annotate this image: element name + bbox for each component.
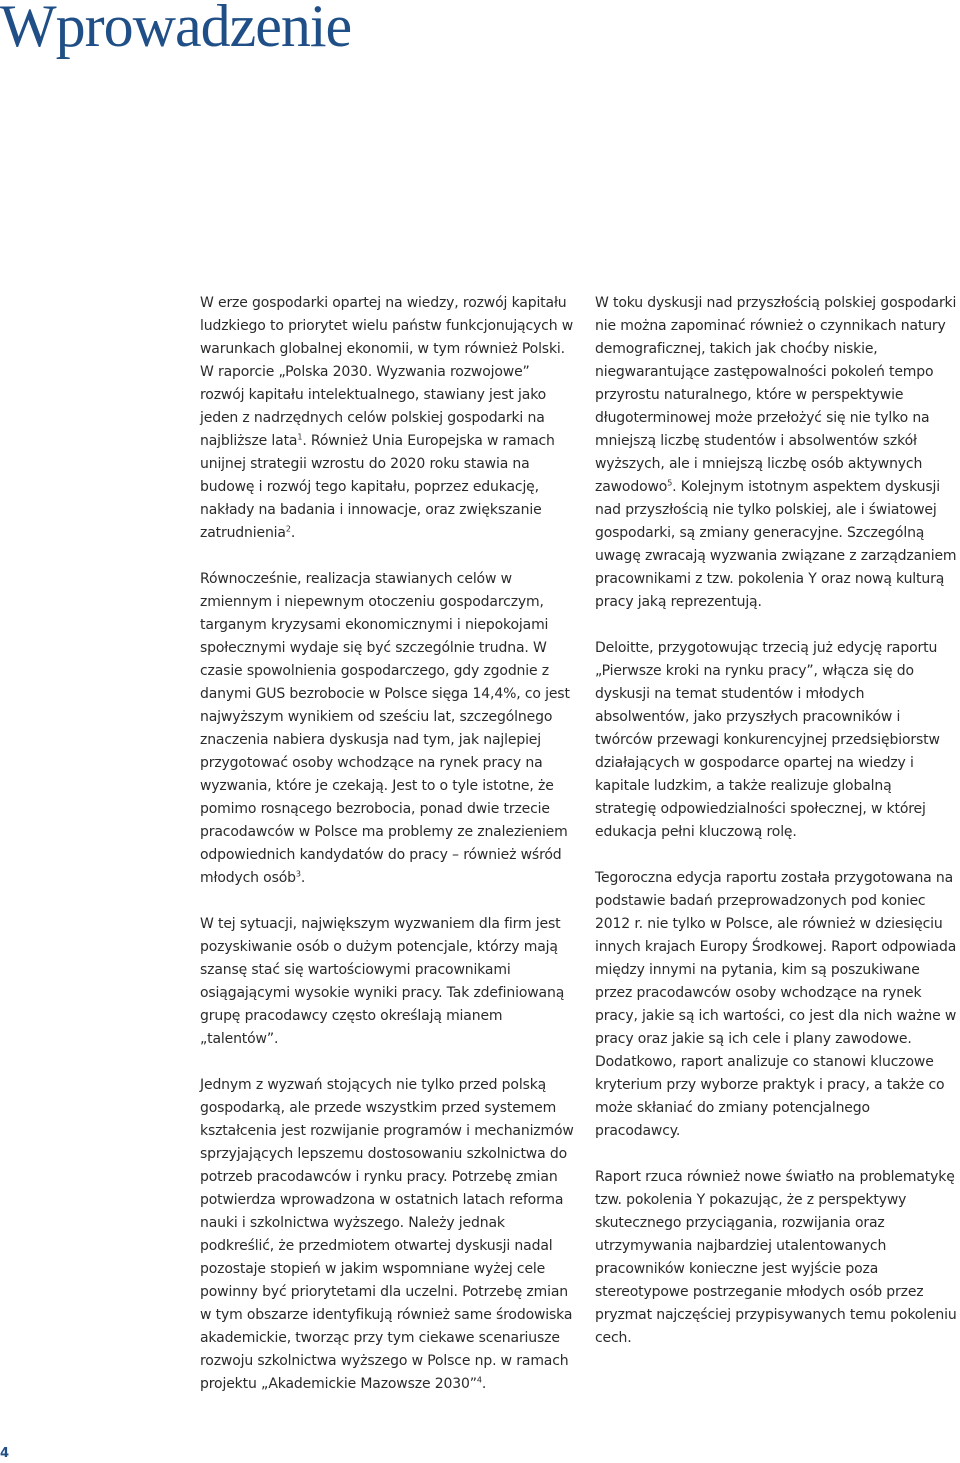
footnote-ref-5: 5 xyxy=(667,478,673,488)
intro-paragraph-8: Raport rzuca również nowe światło na problematykę tzw. pokolenia Y pokazując, że z perspektywy skutecznego przyciągania, rozwijania oraz utrzymywania najbardziej utalentowanych pracowników konieczne jest wyjście poza stereotypowe postrzeganie młodych osób przez pryzmat najczęściej przypisywanych temu pokoleniu cech. xyxy=(595,1169,957,1346)
paragraph-text: W erze gospodarki opartej na wiedzy, rozwój kapitału ludzkiego to priorytet wielu państw funkcjonujących w warunkach globalnej ekonomii, w tym również Polski. W raporcie „Polska 2030. Wyzwania rozwojowe” rozwój kapitału intelektualnego, stawiany jest jako jeden z nadrzędnych celów polskiej gospodarki na najbliższe lata xyxy=(200,295,574,449)
paragraph-text: . xyxy=(290,525,296,541)
right-column xyxy=(595,292,957,1350)
intro-paragraph-2 xyxy=(200,568,575,890)
page-title: Wprowadzenie xyxy=(0,0,352,59)
footnote-ref-3: 3 xyxy=(295,869,301,879)
paragraph-text: . Również Unia Europejska w ramach unijnej strategii wzrostu do 2020 roku stawia na budowę i rozwój tego kapitału, poprzez edukację, nakłady na badania i innowacje, oraz zwiększanie zatrudnienia xyxy=(200,433,555,541)
paragraph-text: Równocześnie, realizacja stawianych celów w zmiennym i niepewnym otoczeniu gospodarczym, targanym kryzysami ekonomicznymi i niepokojami społecznymi wydaje się być szczególnie trudna. W czasie spowolnienia gospodarczego, gdy zgodnie z danymi GUS bezrobocie w Polsce sięga 14,4%, co jest najwyższym wynikiem od sześciu lat, szczególnego znaczenia nabiera dyskusja nad tym, jak najlepiej przygotować osoby wchodzące na rynek pracy na wyzwania, które je czekają. Jest to o tyle istotne, że pomimo rosnącego bezrobocia, ponad dwie trzecie pracodawców w Polsce ma problemy ze znalezieniem odpowiednich kandydatów do pracy – również wśród młodych osób xyxy=(200,571,570,886)
intro-paragraph-3: W tej sytuacji, największym wyzwaniem dla firm jest pozyskiwanie osób o dużym potencjale, którzy mają szansę stać się wartościowymi pracownikami osiągającymi wysokie wyniki pracy. Tak zdefiniowaną grupę pracodawcy często określają mianem „talentów”. xyxy=(200,916,565,1047)
paragraph-text: . xyxy=(481,1376,487,1392)
left-column xyxy=(200,292,575,1396)
footnote-ref-1: 1 xyxy=(297,432,303,442)
page-number: 4 xyxy=(0,1446,10,1461)
intro-paragraph-1 xyxy=(200,292,575,545)
intro-paragraph-4 xyxy=(200,1074,575,1396)
intro-paragraph-6: Deloitte, przygotowując trzecią już edycję raportu „Pierwsze kroki na rynku pracy”, włącza się do dyskusji na temat studentów i młodych absolwentów, jako przyszłych pracowników i twórców przewagi konkurencyjnej przedsiębiorstw działających w gospodarce opartej na wiedzy i kapitale ludzkim, a także realizuje globalną strategię odpowiedzialności społecznej, w której edukacja pełni kluczową rolę. xyxy=(595,640,940,840)
paragraph-text: W toku dyskusji nad przyszłością polskiej gospodarki nie można zapominać również o czynnikach natury demograficznej, takich jak choćby niskie, niegwarantujące zastępowalności pokoleń tempo przyrostu naturalnego, które w perspektywie długoterminowej może przełożyć się nie tylko na mniejszą liczbę studentów i absolwentów szkół wyższych, ale i mniejszą liczbę osób aktywnych zawodowo xyxy=(595,295,957,495)
intro-paragraph-5 xyxy=(595,292,957,614)
paragraph-text: Jednym z wyzwań stojących nie tylko przed polską gospodarką, ale przede wszystkim przed systemem kształcenia jest rozwijanie programów i mechanizmów sprzyjających lepszemu dostosowaniu szkolnictwa do potrzeb pracodawców i rynku pracy. Potrzebę zmian potwierdza wprowadzona w ostatnich latach reforma nauki i szkolnictwa wyższego. Należy jednak podkreślić, że przedmiotem otwartej dyskusji nadal pozostaje stopień w jakim wspomniane wyżej cele powinny być priorytetami dla uczelni. Potrzebę zmian w tym obszarze identyfikują również same środowiska akademickie, tworząc przy tym ciekawe scenariusze rozwoju szkolnictwa wyższego w Polsce np. w ramach projektu „Akademickie Mazowsze 2030” xyxy=(200,1077,574,1392)
paragraph-text: . Kolejnym istotnym aspektem dyskusji nad przyszłością nie tylko polskiej, ale i światowej gospodarki, są zmiany generacyjne. Szczególną uwagę zwracają wyzwania związane z zarządzaniem pracownikami z tzw. pokolenia Y oraz nową kulturą pracy jaką reprezentują. xyxy=(595,479,957,610)
footnote-ref-2: 2 xyxy=(285,524,291,534)
intro-paragraph-7: Tegoroczna edycja raportu została przygotowana na podstawie badań przeprowadzonych pod koniec 2012 r. nie tylko w Polsce, ale również w dziesięciu innych krajach Europy Środkowej. Raport odpowiada między innymi na pytania, kim są poszukiwane przez pracodawców osoby wchodzące na rynek pracy, jakie są ich wartości, co jest dla nich ważne w pracy oraz jakie są ich cele i plany zawodowe. Dodatkowo, raport analizuje co stanowi kluczowe kryterium przy wyborze praktyk i pracy, a także co może skłaniać do zmiany potencjalnego pracodawcy. xyxy=(595,870,957,1139)
footnote-ref-4: 4 xyxy=(476,1375,482,1385)
paragraph-text: . xyxy=(300,870,306,886)
